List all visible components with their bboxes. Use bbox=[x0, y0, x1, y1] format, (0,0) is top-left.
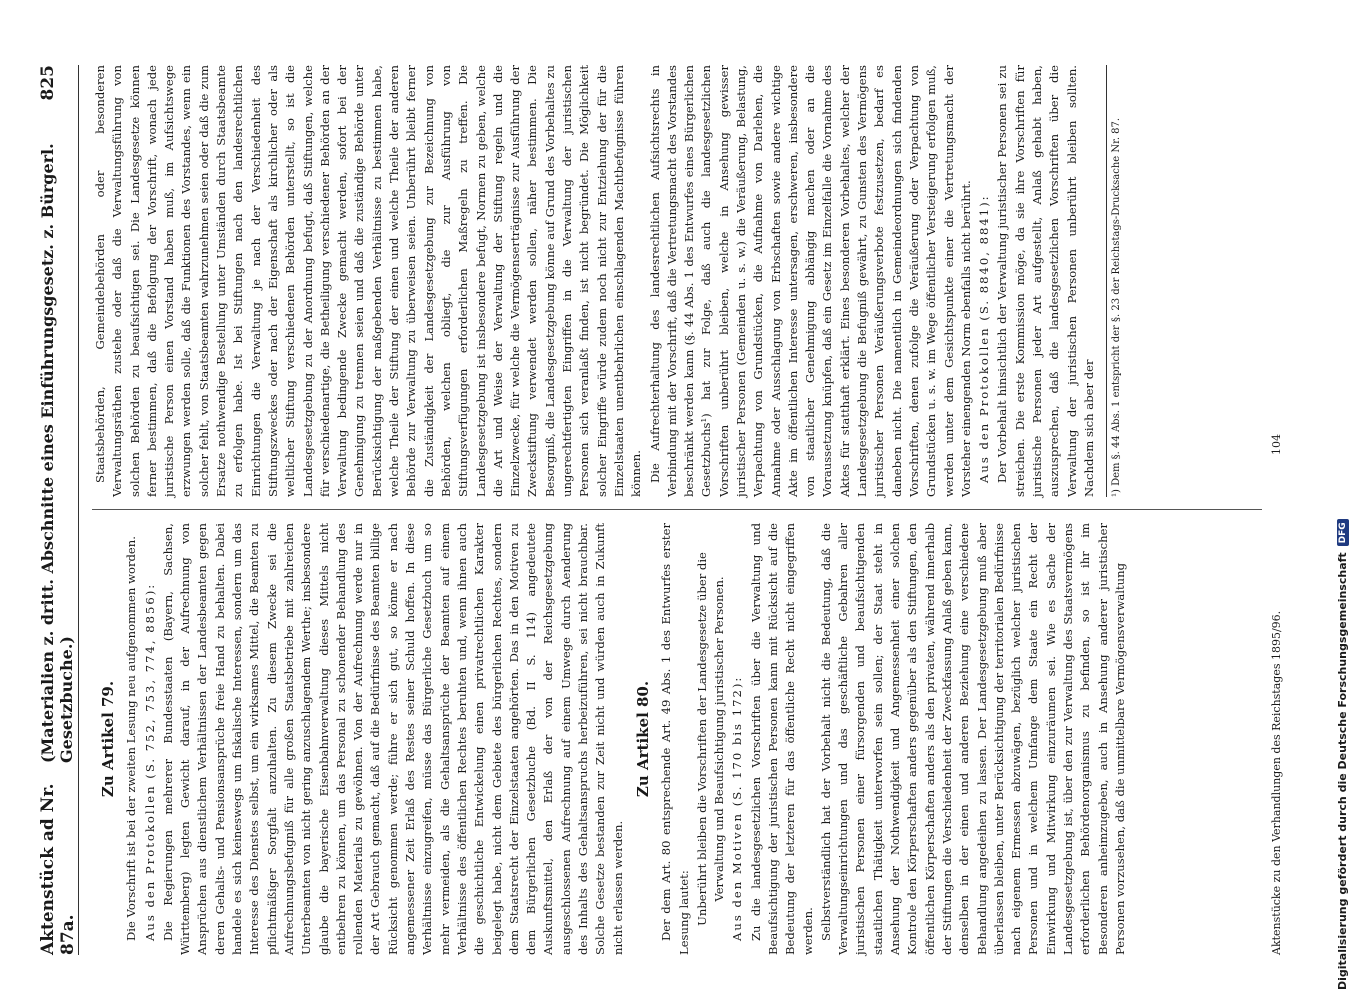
right-column bbox=[92, 65, 1124, 497]
paragraph: Aus den Motiven (S. 170 bis 172): bbox=[730, 675, 745, 941]
column-divider bbox=[92, 509, 1262, 510]
paragraph: Aus den Protokollen (S. 8840, 8841): bbox=[977, 194, 992, 483]
paragraph: Die Regierungen mehrerer Bundesstaaten (Bayern, Sachsen, Württemberg) legten Gewicht darauf, in der Aufrechnung von Ansprüchen aus dienstlichem Verhältnissen der Landesbeamten gegen deren Gehalts- und Pensionsansprüche freie Hand zu behalten. Dabei handele es sich keineswegs um fiskalische Interessen, sondern um das Interesse des Dienstes selbst, um ein wirksames Mittel, die Beamten zu pflichtmäßiger Sorgfalt anzuhalten. Zu diesem Zwecke sei die Aufrechnungsbefugniß für alle großen Staatsbetriebe mit zahlreichen Unterbeamten von nicht gering anzuschlagendem Werthe; insbesondere glaube die bayerische Eisenbahnverwaltung dieses Mittels nicht entbehren zu können, um das Personal zu schonender Behandlung des rollenden Materials zu gewöhnen. Von der Aufrechnung werde nur in der Art Gebrauch gemacht, daß auf die Bedürfnisse des Beamten billige Rücksicht genommen werde; führe er sich gut, so könne er nach angemessener Zeit Erlaß des Restes seiner Schuld hoffen. In diese Verhältnisse einzugreifen, müsse das Bürgerliche Gesetzbuch um so mehr vermeiden, als die Gehaltsansprüche der Beamten auf einem Verhältnisse des öffentlichen Rechtes beruhten und, wenn ihnen auch die geschichtliche Entwickelung einen privatrechtlichen Karakter beigelegt habe, nicht dem Gebiete des bürgerlichen Rechtes, sondern dem Staatsrecht der Einzelstaaten angehörten. Das in den Motiven zu dem Bürgerlichen Gesetzbuche (Bd. II S. 114) angedeutete Auskunftsmittel, den Erlaß der von der Reichsgesetzgebung ausgeschlossenen Aufrechnung auf einem Umwege durch Aenderung des Inhalts des Gehaltsanspruchs herbeizuführen, sei nicht brauchbar. Solche Gesetze bestanden zur Zeit nicht und würden auch in Zukunft nicht erlassen werden. bbox=[160, 523, 625, 955]
footnote: ¹) Dem §. 44 Abs. 1 entspricht der §. 23 der Reichstags-Drucksache Nr. 87. bbox=[1106, 65, 1124, 497]
page-header bbox=[38, 65, 79, 955]
document-page bbox=[38, 65, 1328, 955]
paragraph: Aus den Protokollen (S. 752, 753, 774, 8856): bbox=[142, 582, 157, 941]
paragraph: Selbstverständlich hat der Vorbehalt nicht die Bedeutung, daß die Verwaltungseinrichtungen und das geschäftliche Gebahren aller juristischen Personen einer fürsorgenden und beaufsichtigenden staatlichen Thätigkeit unterworfen sein sollen; der Staat steht in Ansehung der Nothwendigkeit und Angemessenheit einer solchen Kontrole den Körperschaften anders gegenüber als den Stiftungen, den öffentlichen Körperschaften anders als den privaten, während innerhalb der Stiftungen die Verschiedenheit der Zweckfassung Anlaß geben kann, denselben in der einen und anderen Beziehung eine verschiedene Behandlung angedeihen zu lassen. Der Landesgesetzgebung muß aber überlassen bleiben, unter Berücksichtigung der territorialen Bedürfnisse nach eigenem Ermessen abzuwägen, bezüglich welcher juristischen Personen und in welchem Umfange dem Staate ein Recht der Einwirkung und Mitwirkung einzuräumen sei. Wie es Sache der Landesgesetzgebung ist, über den zur Verwaltung des Staatsvermögens erforderlichen Behördenorganismus zu befinden, so ist ihr im Besonderen anheimzugeben, auch in Ansehung anderer juristischer Personen vorzusehen, daß die unmittelbare Vermögensverwaltung bbox=[818, 523, 1127, 955]
dfg-logo-icon: DFG bbox=[1337, 519, 1349, 546]
paragraph: Die Vorschrift ist bei der zweiten Lesung neu aufgenommen worden. bbox=[124, 536, 139, 941]
quoted-text: Unberührt bleiben die Vorschriften der Landesgesetze über die Verwaltung und Beaufsichtigung juristischer Personen. bbox=[694, 552, 727, 926]
article-80-heading: Zu Artikel 80. bbox=[633, 680, 652, 798]
paragraph: Zu die landesgesetzlichen Vorschriften über die Verwaltung und Beaufsichtigung der juristischen Personen kann mit Rücksicht auf die Bedeutung der letzteren für das öffentliche Recht nicht eingegriffen werden. bbox=[748, 523, 815, 955]
paragraph: Der Vorbehalt hinsichtlich der Verwaltung juristischer Personen sei zu streichen. Die erste Kommission möge, da sie ihre Vorschriften für juristische Personen jeder Art aufgestellt, Anlaß gehabt haben, auszusprechen, daß die landesgesetzlichen Vorschriften über die Verwaltung der juristischen Personen unberührt bleiben sollten. Nachdem sich aber der bbox=[995, 65, 1096, 497]
paragraph: Die Aufrechterhaltung des landesrechtlichen Aufsichtsrechts in Verbindung mit der Vorschrift, daß die Vertretungsmacht des Vorstandes beschränkt werden kann (§. 44 Abs. 1 des Entwurfes eines Bürgerlichen Gesetzbuchs¹) hat zur Folge, daß auch die landesgesetzlichen Vorschriften unberührt bleiben, welche in Ansehung gewisser juristischer Personen (Gemeinden u. s. w.) die Veräußerung, Belastung, Verpachtung von Grundstücken, die Aufnahme von Darlehen, die Annahme oder Ausschlagung von Erbschaften sowie andere wichtige Akte im öffentlichen Interesse untersagen, erschweren, insbesondere von staatlicher Genehmigung abhängig machen oder an die Voraussetzung knüpfen, daß ein Gesetz im Einzelfalle die Vornahme des Aktes für statthaft erklärt. Eines besonderen Vorbehaltes, welcher der Landesgesetzgebung die Befugniß gewährt, zu Gunsten des Vermögens juristischer Personen Veräußerungsverbote festzusetzen, bedarf es daneben nicht. Die namentlich in Gemeindeordnungen sich findenden Vorschriften, denen zufolge die Veräußerung oder Verpachtung von Grundstücken u. s. w. im Wege öffentlicher Versteigerung erfolgen muß, werden unter dem Gesichtspunkte einer die Vertretungsmacht der Vorsteher einengenden Norm ebenfalls nicht berührt. bbox=[647, 65, 973, 497]
page-number: 825 bbox=[38, 65, 58, 101]
digitization-note bbox=[1336, 519, 1349, 990]
digitization-text: Digitalisierung gefördert durch die Deutsche Forschungsgemeinschaft bbox=[1336, 552, 1349, 990]
header-title: (Materialien z. dritt. Abschnitte eines Einführungsgesetz. z. Bürgerl. Gesetzbuche.) bbox=[38, 143, 76, 764]
paragraph: Der dem Art. 80 entsprechende Art. 49 Abs. 1 des Entwurfes erster Lesung lautet: bbox=[659, 523, 691, 955]
paragraph: Staatsbehörden, Gemeindebehörden oder besonderen Verwaltungsräthen zustehe oder daß die Verwaltungsführung von solchen Behörden zu beaufsichtigen sei. Die Landesgesetze können ferner bestimmen, daß die Befolgung der Vorschrift, wonach jede juristische Person einen Vorstand haben muß, im Aufsichtswege erzwungen werden solle, daß die Funktionen des Vorstandes, wenn ein solcher fehlt, von Staatsbeamten wahrzunehmen seien oder daß die zum Ersatze nothwendige Bestellung unter Umständen durch Staatsbeamte zu erfolgen habe. Ist bei Stiftungen nach den landesrechtlichen Einrichtungen die Verwaltung je nach der Verschiedenheit des Stiftungszweckes oder nach der Eigenschaft als kirchlicher oder als weltlicher Stiftung verschiedenen Behörden unterstellt, so ist die Landesgesetzgebung zu der Anordnung befugt, daß Stiftungen, welche für verschiedenartige, die Betheiligung verschiedener Behörden an der Verwaltung bedingende Zwecke gemacht werden, sofort bei der Genehmigung zu trennen seien und daß die zuständige Behörde unter Berücksichtigung der maßgebenden Verhältnisse zu bestimmen habe, welche Theile der Stiftung der einen und welche Theile der anderen Behörde zur Verwaltung zu überweisen seien. Unberührt bleibt ferner die Zuständigkeit der Landesgesetzgebung zur Bezeichnung von Behörden, welchen obliegt, die zur Ausführung von Stiftungsverfügungen erforderlichen Maßregeln zu treffen. Die Landesgesetzgebung ist insbesondere befugt, Normen zu geben, welche die Art und Weise der Verwaltung der Stiftung regeln und die Einzelzwecke, für welche die Vermögenserträgnisse zur Ausführung der Zweckstiftung verwendet werden sollen, näher bestimmen. Die Besorgniß, die Landesgesetzgebung könne auf Grund des Vorbehaltes zu ungerechtfertigten Eingriffen in die Verwaltung der juristischen Personen sich veranlaßt finden, ist nicht begründet. Die Möglichkeit solcher Eingriffe würde zudem noch nicht zur Entziehung der für die Einzelstaaten unentbehrlichen einschlagenden Machtbefugnisse führen können. bbox=[93, 65, 644, 497]
footer-page-index: 104 bbox=[1270, 434, 1283, 455]
footer-source: Aktenstücke zu den Verhandlungen des Reichstages 1895/96. bbox=[1270, 610, 1283, 955]
article-79-heading: Zu Artikel 79. bbox=[99, 680, 117, 798]
left-column bbox=[92, 523, 1130, 955]
header-left: Aktenstück ad Nr. 87a. bbox=[38, 783, 78, 955]
